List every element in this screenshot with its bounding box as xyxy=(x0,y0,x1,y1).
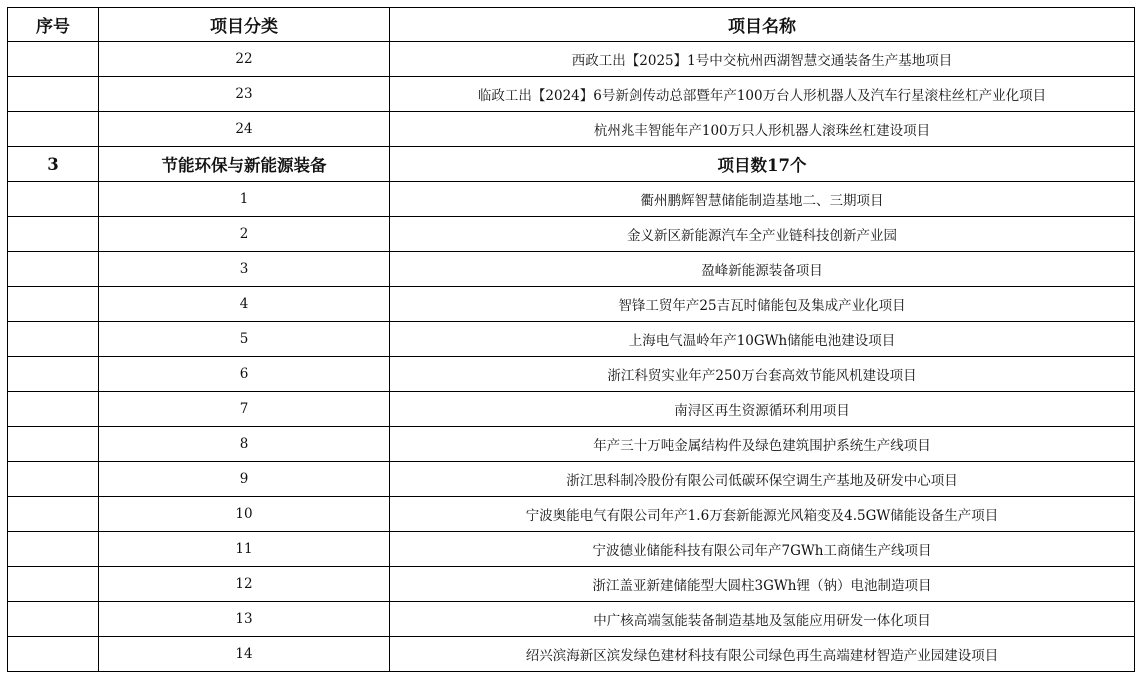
table-row xyxy=(8,252,1135,287)
name-cell: 西政工出【2025】1号中交杭州西湖智慧交通装备生产基地项目 xyxy=(390,42,1135,77)
name-cell: 盈峰新能源装备项目 xyxy=(390,252,1135,287)
name-cell: 宁波德业储能科技有限公司年产7GWh工商储生产线项目 xyxy=(390,532,1135,567)
name-cell: 南浔区再生资源循环利用项目 xyxy=(390,392,1135,427)
seq-cell xyxy=(8,112,99,147)
seq-cell xyxy=(8,322,99,357)
section-seq: 3 xyxy=(8,147,99,182)
header-row xyxy=(8,8,1135,42)
seq-cell xyxy=(8,567,99,602)
num-cell: 23 xyxy=(99,77,390,112)
seq-cell xyxy=(8,217,99,252)
seq-cell xyxy=(8,532,99,567)
table-row xyxy=(8,462,1135,497)
table-row xyxy=(8,602,1135,637)
seq-cell xyxy=(8,357,99,392)
name-cell: 上海电气温岭年产10GWh储能电池建设项目 xyxy=(390,322,1135,357)
num-cell: 5 xyxy=(99,322,390,357)
seq-cell xyxy=(8,77,99,112)
table-row xyxy=(8,42,1135,77)
num-cell: 8 xyxy=(99,427,390,462)
seq-cell xyxy=(8,602,99,637)
seq-cell xyxy=(8,462,99,497)
name-cell: 绍兴滨海新区滨发绿色建材科技有限公司绿色再生高端建材智造产业园建设项目 xyxy=(390,637,1135,672)
table-row xyxy=(8,497,1135,532)
table-row xyxy=(8,427,1135,462)
name-cell: 浙江思科制冷股份有限公司低碳环保空调生产基地及研发中心项目 xyxy=(390,462,1135,497)
num-cell: 14 xyxy=(99,637,390,672)
name-cell: 临政工出【2024】6号新剑传动总部暨年产100万台人形机器人及汽车行星滚柱丝杠产业化项目 xyxy=(390,77,1135,112)
name-cell: 杭州兆丰智能年产100万只人形机器人滚珠丝杠建设项目 xyxy=(390,112,1135,147)
name-cell: 浙江科贸实业年产250万台套高效节能风机建设项目 xyxy=(390,357,1135,392)
num-cell: 22 xyxy=(99,42,390,77)
seq-cell xyxy=(8,252,99,287)
seq-cell xyxy=(8,497,99,532)
num-cell: 3 xyxy=(99,252,390,287)
table-row xyxy=(8,287,1135,322)
project-table xyxy=(7,7,1135,672)
seq-cell xyxy=(8,637,99,672)
num-cell: 4 xyxy=(99,287,390,322)
name-cell: 智锋工贸年产25吉瓦时储能包及集成产业化项目 xyxy=(390,287,1135,322)
num-cell: 24 xyxy=(99,112,390,147)
table-row xyxy=(8,322,1135,357)
name-cell: 年产三十万吨金属结构件及绿色建筑围护系统生产线项目 xyxy=(390,427,1135,462)
num-cell: 1 xyxy=(99,182,390,217)
table-row xyxy=(8,357,1135,392)
header-category: 项目分类 xyxy=(99,8,390,42)
seq-cell xyxy=(8,182,99,217)
table-row xyxy=(8,217,1135,252)
table-row xyxy=(8,567,1135,602)
num-cell: 6 xyxy=(99,357,390,392)
header-seq: 序号 xyxy=(8,8,99,42)
table-row xyxy=(8,637,1135,672)
num-cell: 10 xyxy=(99,497,390,532)
table-row xyxy=(8,532,1135,567)
seq-cell xyxy=(8,427,99,462)
section-row xyxy=(8,147,1135,182)
num-cell: 13 xyxy=(99,602,390,637)
name-cell: 衢州鹏辉智慧储能制造基地二、三期项目 xyxy=(390,182,1135,217)
section-category: 节能环保与新能源装备 xyxy=(99,147,390,182)
table-row xyxy=(8,112,1135,147)
name-cell: 浙江盖亚新建储能型大圆柱3GWh锂（钠）电池制造项目 xyxy=(390,567,1135,602)
seq-cell xyxy=(8,392,99,427)
seq-cell xyxy=(8,42,99,77)
table-row xyxy=(8,392,1135,427)
header-name: 项目名称 xyxy=(390,8,1135,42)
name-cell: 金义新区新能源汽车全产业链科技创新产业园 xyxy=(390,217,1135,252)
num-cell: 11 xyxy=(99,532,390,567)
section-count: 项目数17个 xyxy=(390,147,1135,182)
num-cell: 2 xyxy=(99,217,390,252)
num-cell: 12 xyxy=(99,567,390,602)
table-row xyxy=(8,77,1135,112)
name-cell: 中广核高端氢能装备制造基地及氢能应用研发一体化项目 xyxy=(390,602,1135,637)
table-row xyxy=(8,182,1135,217)
num-cell: 7 xyxy=(99,392,390,427)
name-cell: 宁波奥能电气有限公司年产1.6万套新能源光风箱变及4.5GW储能设备生产项目 xyxy=(390,497,1135,532)
num-cell: 9 xyxy=(99,462,390,497)
seq-cell xyxy=(8,287,99,322)
